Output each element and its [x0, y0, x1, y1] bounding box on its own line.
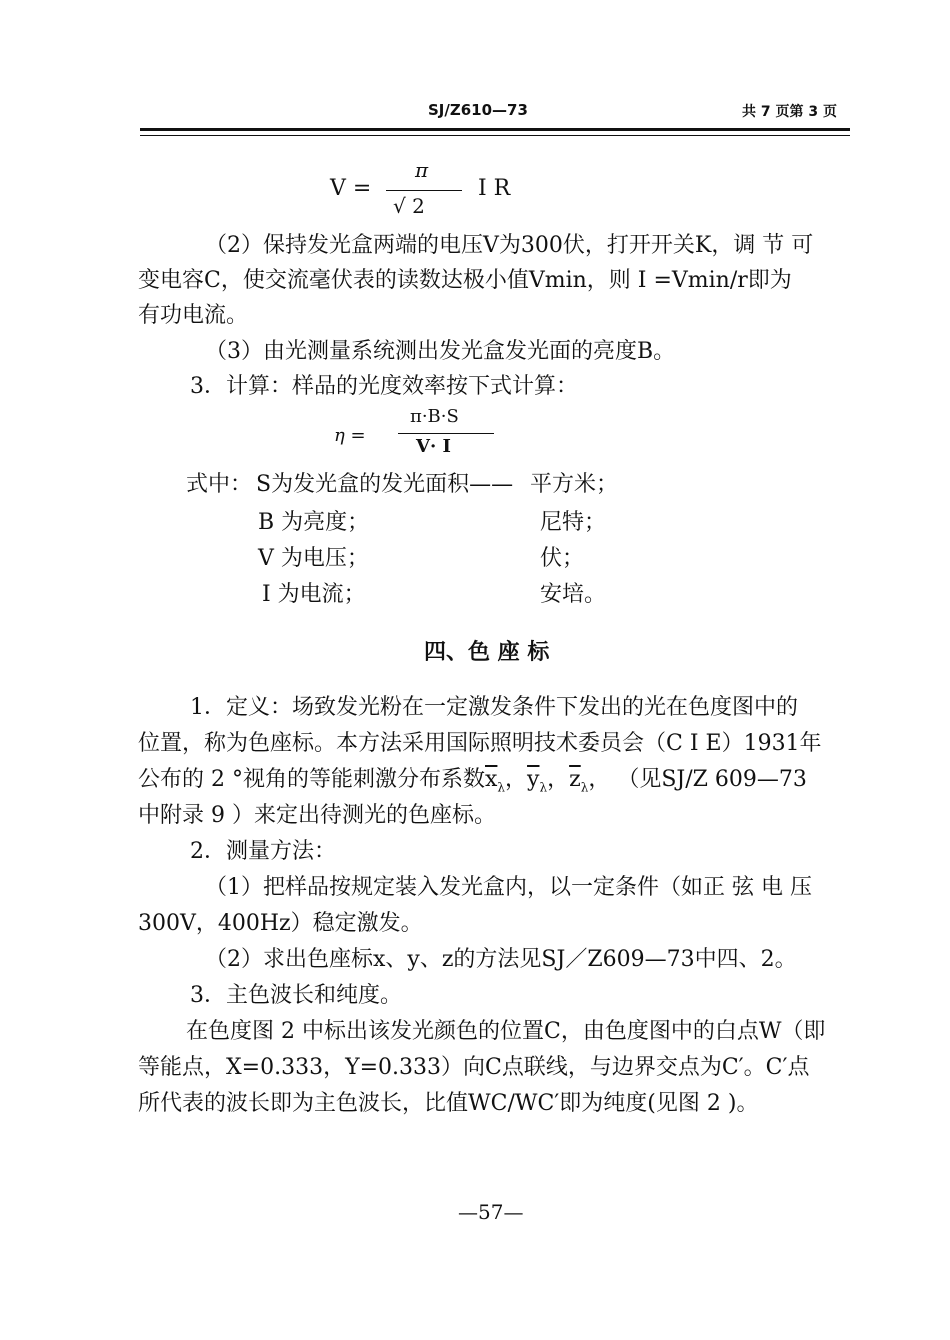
- where-desc: B 为亮度；: [258, 510, 370, 535]
- formula-eta-lhs: η =: [334, 425, 366, 446]
- formula-eta-fraction-bar: [398, 433, 494, 434]
- header-rule-thin: [140, 135, 850, 136]
- formula-eta-denominator: V· I: [416, 436, 451, 457]
- paragraph-line: 变电容C，使交流毫伏表的读数达极小值Vmin，则 I =Vmin/r即为: [138, 268, 792, 293]
- paragraph-segment: （见SJ/Z 609—73: [617, 767, 807, 792]
- paragraph-segment: 公布的 2 °视角的等能刺激分布系数: [138, 767, 485, 792]
- paragraph-line: 所代表的波长即为主色波长，比值WC/WC′即为纯度(见图 2 )。: [138, 1091, 759, 1116]
- where-label: 式中：: [186, 472, 253, 497]
- formula-v-numerator: π: [415, 158, 429, 182]
- paragraph-line: 等能点，X=0.333，Y=0.333）向C点联线，与边界交点为C′。C′点: [138, 1055, 810, 1080]
- subscript-lambda: λ: [580, 780, 589, 795]
- page-number: —57—: [458, 1200, 524, 1224]
- where-unit: 伏；: [540, 546, 585, 571]
- where-unit: 安培。: [540, 582, 607, 607]
- paragraph-line: （3）由光测量系统测出发光盒发光面的亮度B。: [205, 339, 676, 364]
- paragraph-line: 3．计算：样品的光度效率按下式计算：: [190, 374, 578, 399]
- paragraph-line: 公布的 2 °视角的等能刺激分布系数$\overline{x}_\lambda$，$\overline{y}_\lambda$，$\overline{z}_\lambda$， （见SJ/Z 609—73: [138, 767, 807, 795]
- header-rule-thick: [140, 128, 850, 131]
- paragraph-line: 位置，称为色座标。本方法采用国际照明技术委员会（C I E）1931年: [138, 731, 822, 756]
- where-desc: I 为电流；: [262, 582, 366, 607]
- paragraph-line: （2）保持发光盒两端的电压V为300伏，打开开关K，调 节 可: [205, 233, 814, 258]
- subscript-lambda: λ: [539, 780, 548, 795]
- section-title: 四、色 座 标: [424, 639, 550, 665]
- paragraph-line: 2．测量方法：: [190, 839, 336, 864]
- formula-v-denominator: √ 2: [393, 194, 425, 218]
- z-bar-symbol: $\overline{z}$: [569, 767, 581, 792]
- where-unit: 尼特；: [540, 510, 607, 535]
- x-bar-symbol: $\overline{x}$: [485, 767, 498, 792]
- paragraph-line: （1）把样品按规定装入发光盒内，以一定条件（如正 弦 电 压: [205, 875, 812, 900]
- formula-v-rhs: I R: [478, 176, 511, 201]
- y-bar-symbol: $\overline{y}$: [527, 767, 540, 792]
- where-unit: 平方米；: [530, 472, 619, 497]
- where-desc: S为发光盒的发光面积——: [256, 472, 514, 497]
- paragraph-line: 3．主色波长和纯度。: [190, 983, 402, 1008]
- paragraph-line: （2）求出色座标x、y、z的方法见SJ／Z609—73中四、2。: [205, 947, 797, 972]
- paragraph-line: 在色度图 2 中标出该发光颜色的位置C，由色度图中的白点W（即: [186, 1019, 826, 1044]
- paragraph-line: 1．定义：场致发光粉在一定激发条件下发出的光在色度图中的: [190, 695, 798, 720]
- formula-eta-numerator: π·B·S: [410, 406, 459, 427]
- paragraph-line: 中附录 9 ）来定出待测光的色座标。: [138, 803, 496, 828]
- formula-v-lhs: V =: [330, 176, 372, 201]
- where-desc: V 为电压；: [258, 546, 369, 571]
- subscript-lambda: λ: [497, 780, 506, 795]
- page-info: 共 7 页第 3 页: [742, 104, 837, 120]
- paragraph-line: 有功电流。: [138, 303, 249, 328]
- paragraph-line: 300V，400Hz）稳定激发。: [138, 911, 423, 936]
- document-code: SJ/Z610—73: [428, 101, 528, 119]
- formula-v-fraction-bar: [386, 190, 462, 191]
